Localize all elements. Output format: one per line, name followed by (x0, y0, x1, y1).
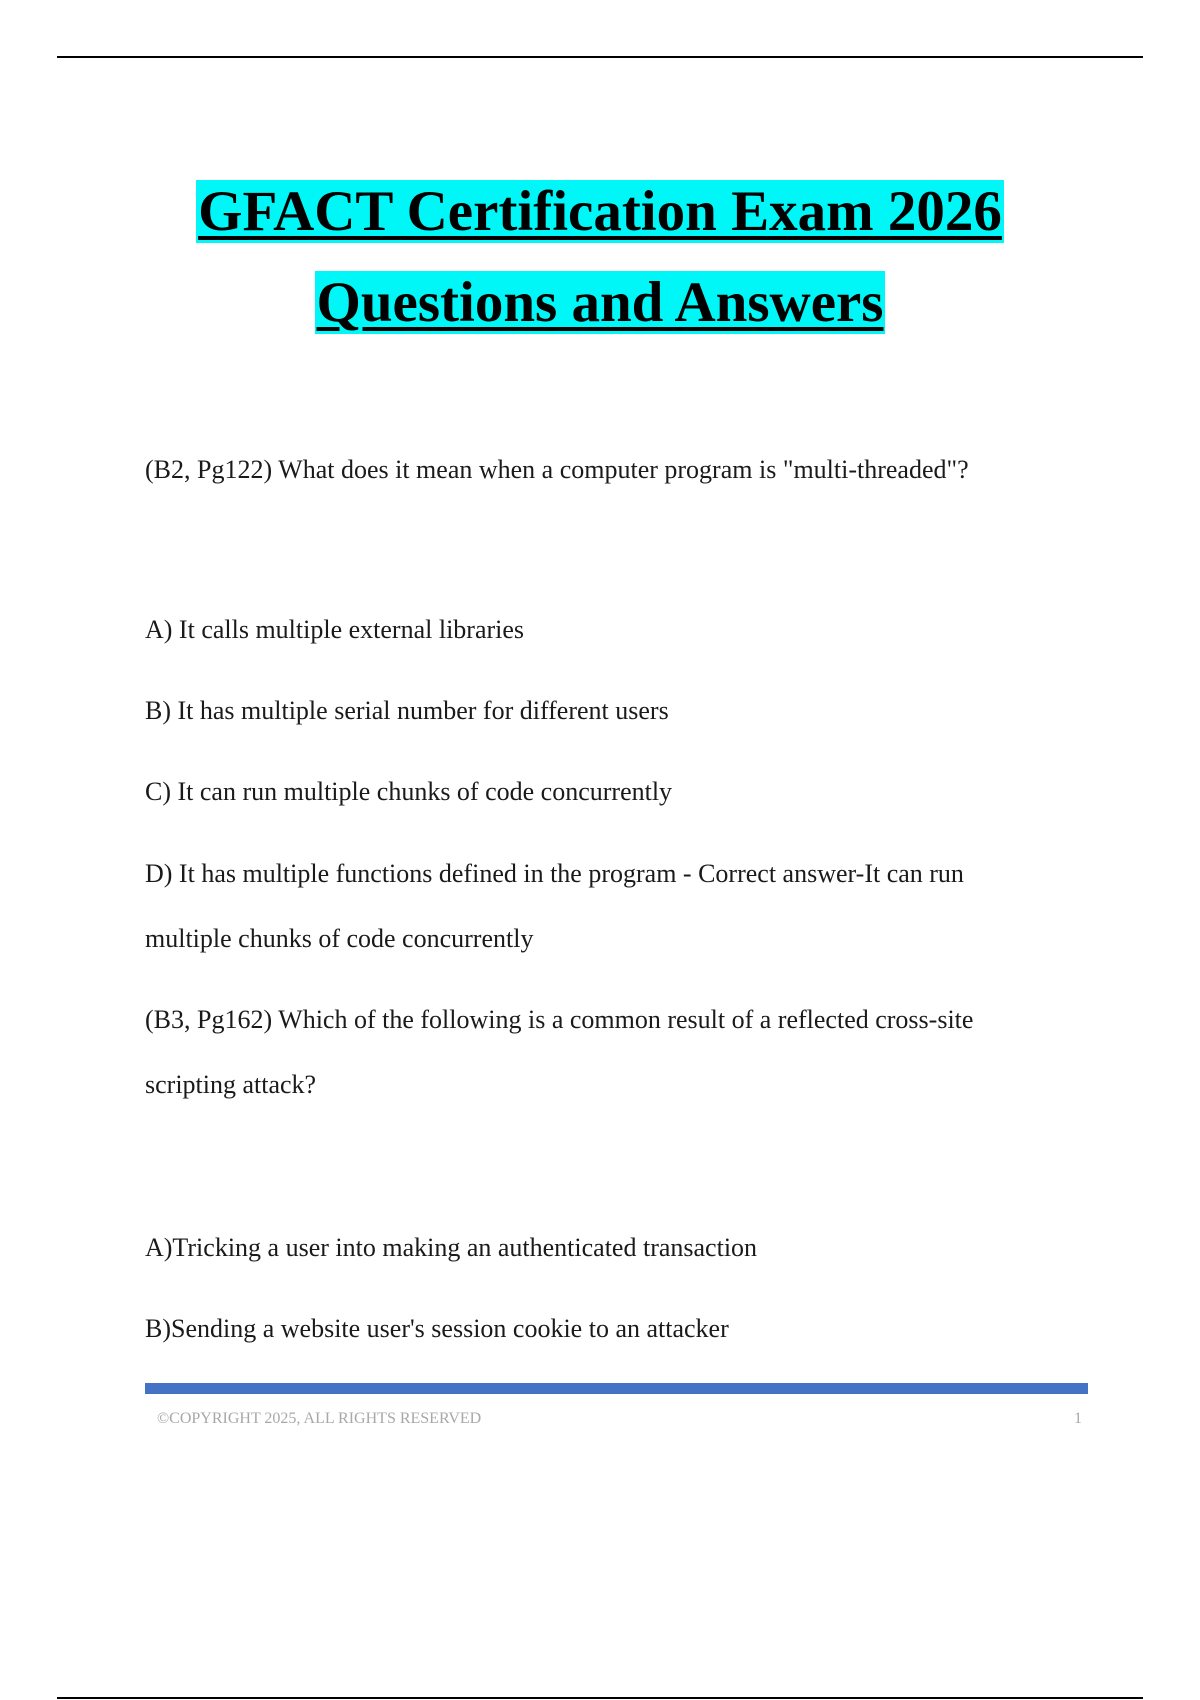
footer-copyright: ©COPYRIGHT 2025, ALL RIGHTS RESERVED (157, 1410, 482, 1427)
footer-bar (145, 1383, 1088, 1394)
document-title-line-1 (0, 180, 1200, 244)
question-2-text-line-1: (B3, Pg162) Which of the following is a common result of a reflected cross-site (145, 1005, 974, 1034)
question-1-option-a: A) It calls multiple external libraries (145, 615, 525, 644)
question-1-answer-continuation: multiple chunks of code concurrently (145, 924, 534, 953)
top-rule (57, 56, 1143, 58)
footer-page-number: 1 (1074, 1410, 1082, 1427)
question-2-text-line-2: scripting attack? (145, 1070, 317, 1099)
question-1-option-b: B) It has multiple serial number for different users (145, 696, 669, 725)
question-1-option-c: C) It can run multiple chunks of code concurrently (145, 777, 673, 806)
question-1-option-d: D) It has multiple functions defined in the program - Correct answer-It can run (145, 859, 964, 888)
bottom-rule (57, 1697, 1143, 1699)
title-text-1: GFACT Certification Exam 2026 (198, 180, 1002, 243)
question-2-option-b: B)Sending a website user's session cookie to an attacker (145, 1314, 729, 1343)
question-2-option-a: A)Tricking a user into making an authenticated transaction (145, 1233, 758, 1262)
question-1-text: (B2, Pg122) What does it mean when a computer program is "multi-threaded"? (145, 455, 969, 484)
document-title-line-2 (0, 271, 1200, 335)
title-text-2: Questions and Answers (316, 271, 884, 334)
